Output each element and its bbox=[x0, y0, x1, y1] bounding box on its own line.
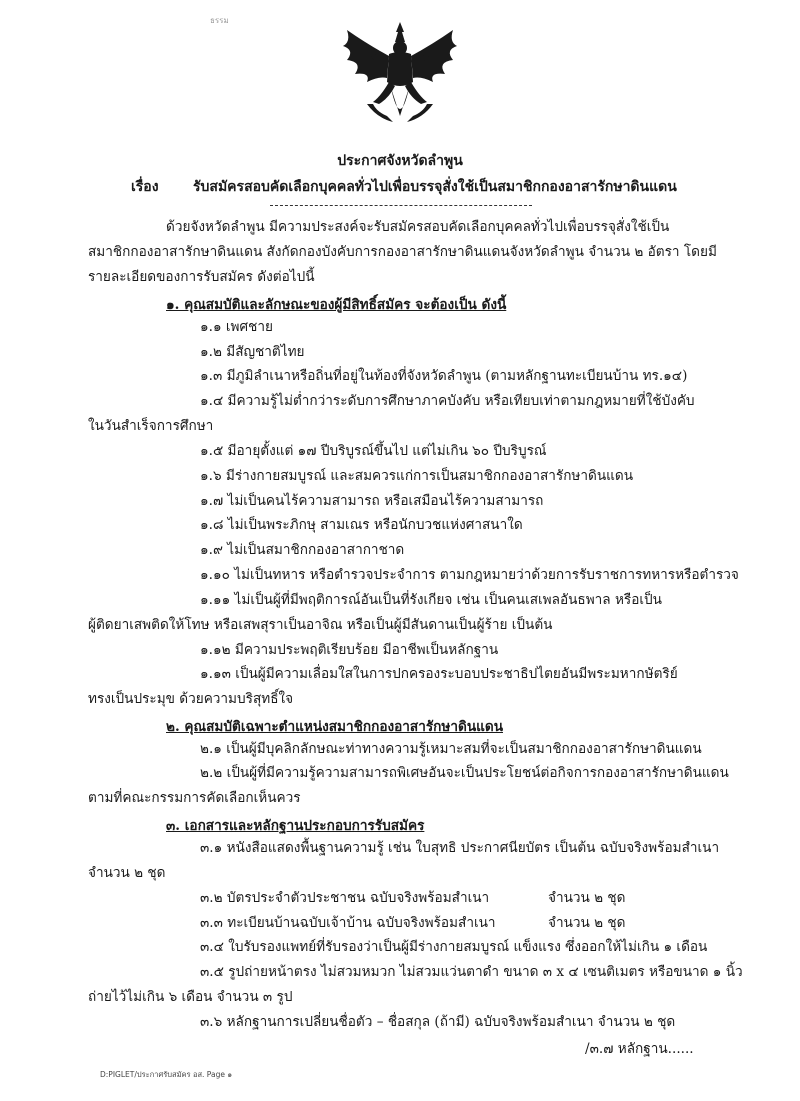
intro-line: สมาชิกกองอาสารักษาดินแดน สังกัดกองบังคับการกองอาสารักษาดินแดนจังหวัดลำพูน จำนวน ๒ อัตรา โดยมี bbox=[88, 244, 717, 260]
section-heading: ๓. เอกสารและหลักฐานประกอบการรับสมัคร bbox=[166, 818, 425, 834]
list-item: ๑.๑๑ ไม่เป็นผู้ที่มีพฤติการณ์อันเป็นที่รังเกียจ เช่น เป็นคนเสเพลอันธพาล หรือเป็น bbox=[200, 592, 662, 608]
list-item: ๑.๒ มีสัญชาติไทย bbox=[200, 344, 305, 360]
list-item: ๑.๑๓ เป็นผู้มีความเลื่อมใสในการปกครองระบอบประชาธิปไตยอันมีพระมหากษัตริย์ bbox=[200, 666, 678, 682]
list-item-continued: ทรงเป็นประมุข ด้วยความบริสุทธิ์ใจ bbox=[88, 691, 294, 707]
page-title: ประกาศจังหวัดลำพูน bbox=[337, 153, 463, 169]
list-item-continued: ผู้ติดยาเสพติดให้โทษ หรือเสพสุราเป็นอาจิณ หรือเป็นผู้มีสันดานเป็นผู้ร้าย เป็นต้น bbox=[88, 617, 553, 633]
subject-text: รับสมัครสอบคัดเลือกบุคคลทั่วไปเพื่อบรรจุสั่งใช้เป็นสมาชิกกองอาสารักษาดินแดน bbox=[193, 179, 677, 195]
list-item: ๒.๑ เป็นผู้มีบุคลิกลักษณะท่าทางความรู้เหมาะสมที่จะเป็นสมาชิกกองอาสารักษาดินแดน bbox=[200, 741, 702, 757]
list-item: ๓.๒ บัตรประจำตัวประชาชน ฉบับจริงพร้อมสำเนา bbox=[200, 890, 490, 906]
list-item: ๑.๕ มีอายุตั้งแต่ ๑๗ ปีบริบูรณ์ขึ้นไป แต่ไม่เกิน ๖๐ ปีบริบูรณ์ bbox=[200, 443, 547, 459]
list-item-quantity: จำนวน ๒ ชุด bbox=[548, 915, 626, 931]
section-heading: ๑. คุณสมบัติและลักษณะของผู้มีสิทธิ์สมัคร จะต้องเป็น ดังนี้ bbox=[166, 297, 507, 313]
list-item: ๑.๖ มีร่างกายสมบูรณ์ และสมควรแก่การเป็นสมาชิกกองอาสารักษาดินแดน bbox=[200, 468, 634, 484]
list-item: ๑.๑๐ ไม่เป็นทหาร หรือตำรวจประจำการ ตามกฎหมายว่าด้วยการรับราชการทหารหรือตำรวจ bbox=[200, 567, 739, 583]
list-item-continued: จำนวน ๒ ชุด bbox=[88, 865, 166, 881]
list-item: ๑.๗ ไม่เป็นคนไร้ความสามารถ หรือเสมือนไร้ความสามารถ bbox=[200, 493, 544, 509]
list-item: ๑.๔ มีความรู้ไม่ต่ำกว่าระดับการศึกษาภาคบังคับ หรือเทียบเท่าตามกฎหมายที่ใช้บังคับ bbox=[200, 393, 695, 409]
list-item: ๓.๖ หลักฐานการเปลี่ยนชื่อตัว – ชื่อสกุล (ถ้ามี) ฉบับจริงพร้อมสำเนา จำนวน ๒ ชุด bbox=[200, 1014, 676, 1030]
list-item-quantity: จำนวน ๒ ชุด bbox=[548, 890, 626, 906]
intro-line: รายละเอียดของการรับสมัคร ดังต่อไปนี้ bbox=[88, 269, 315, 285]
subject-label: เรื่อง bbox=[131, 179, 159, 195]
garuda-emblem-icon bbox=[337, 20, 463, 132]
title-divider bbox=[270, 205, 532, 206]
list-item: ๑.๓ มีภูมิลำเนาหรือถิ่นที่อยู่ในท้องที่จังหวัดลำพูน (ตามหลักฐานทะเบียนบ้าน ทร.๑๔) bbox=[200, 368, 688, 384]
list-item: ๓.๓ ทะเบียนบ้านฉบับเจ้าบ้าน ฉบับจริงพร้อมสำเนา bbox=[200, 915, 496, 931]
intro-line: ด้วยจังหวัดลำพูน มีความประสงค์จะรับสมัครสอบคัดเลือกบุคคลทั่วไปเพื่อบรรจุสั่งใช้เป็น bbox=[166, 219, 670, 235]
list-item: ๑.๙ ไม่เป็นสมาชิกกองอาสากาชาด bbox=[200, 542, 405, 558]
list-item: ๓.๑ หนังสือแสดงพื้นฐานความรู้ เช่น ใบสุทธิ ประกาศนียบัตร เป็นต้น ฉบับจริงพร้อมสำเนา bbox=[200, 840, 720, 856]
list-item-continued: ในวันสำเร็จการศึกษา bbox=[88, 418, 214, 434]
list-item: ๓.๕ รูปถ่ายหน้าตรง ไม่สวมหมวก ไม่สวมแว่นตาดำ ขนาด ๓ x ๔ เซนติเมตร หรือขนาด ๑ นิ้ว bbox=[200, 964, 743, 980]
section-heading: ๒. คุณสมบัติเฉพาะตำแหน่งสมาชิกกองอาสารักษาดินแดน bbox=[166, 719, 503, 735]
list-item: ๑.๑๒ มีความประพฤติเรียบร้อย มีอาชีพเป็นหลักฐาน bbox=[200, 642, 499, 658]
list-item: ๓.๔ ใบรับรองแพทย์ที่รับรองว่าเป็นผู้มีร่างกายสมบูรณ์ แข็งแรง ซึ่งออกให้ไม่เกิน ๑ เดือน bbox=[200, 939, 708, 955]
continuation-note: /๓.๗ หลักฐาน...... bbox=[585, 1041, 694, 1057]
list-item: ๑.๘ ไม่เป็นพระภิกษุ สามเณร หรือนักบวชแห่งศาสนาใด bbox=[200, 517, 523, 533]
corner-stamp: ธรรม bbox=[210, 16, 229, 25]
list-item-continued: ถ่ายไว้ไม่เกิน ๖ เดือน จำนวน ๓ รูป bbox=[88, 989, 293, 1005]
list-item: ๑.๑ เพศชาย bbox=[200, 319, 273, 335]
footer-path: D:PIGLET/ประกาศรับสมัคร อส. Page ๑ bbox=[100, 1070, 233, 1079]
list-item-continued: ตามที่คณะกรรมการคัดเลือกเห็นควร bbox=[88, 790, 301, 806]
list-item: ๒.๒ เป็นผู้ที่มีความรู้ความสามารถพิเศษอันจะเป็นประโยชน์ต่อกิจการกองอาสารักษาดินแดน bbox=[200, 765, 729, 781]
